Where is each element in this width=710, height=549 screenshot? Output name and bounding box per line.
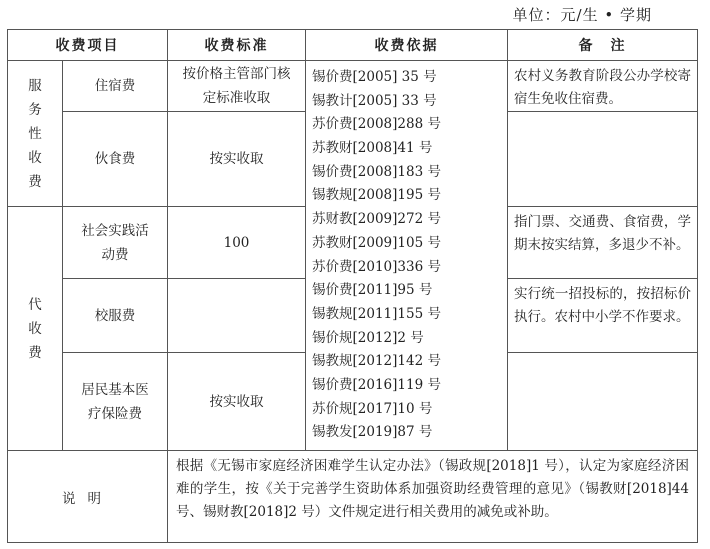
standard-cell (168, 279, 306, 353)
category-label: 服务性收费 (28, 77, 42, 190)
basis-line: 锡价费[2008]183 号 (312, 163, 441, 180)
remark-cell: 实行统一招投标的，按招标价执行。农村中小学不作要求。 (508, 279, 698, 353)
basis-line: 锡教规[2011]155 号 (312, 305, 441, 322)
standard-text: 按价格主管部门核定标准收取 (182, 66, 291, 106)
basis-line: 苏财教[2009]272 号 (312, 211, 441, 228)
standard-cell: 100 (168, 207, 306, 279)
basis-line: 锡价规[2012]2 号 (312, 329, 424, 346)
header-standard: 收费标准 (168, 30, 306, 61)
item-cell: 住宿费 (63, 61, 168, 112)
standard-cell: 按实收取 (168, 112, 306, 207)
explanation-text: 根据《无锡市家庭经济困难学生认定办法》（锡政规[2018]1 号），认定为家庭经济困难的学生，按《关于完善学生资助体系加强资助经费管理的意见》（锡教财[2018]44 号、锡财教[2018]2 号）文件规定进行相关费用的减免或补助。 (168, 451, 698, 543)
basis-line: 锡价费[2005] 35 号 (312, 68, 437, 85)
fee-table (7, 29, 698, 543)
basis-line: 锡教规[2012]142 号 (312, 353, 441, 370)
basis-line: 苏价费[2008]288 号 (312, 116, 441, 133)
item-cell (63, 353, 168, 451)
item-cell: 校服费 (63, 279, 168, 353)
category-agency (8, 207, 63, 451)
standard-cell: 按实收取 (168, 353, 306, 451)
category-label: 代收费 (28, 296, 42, 361)
header-remark: 备 注 (508, 30, 698, 61)
basis-line: 锡教发[2019]87 号 (312, 424, 433, 441)
basis-line: 锡价费[2011]95 号 (312, 282, 433, 299)
basis-line: 锡教计[2005] 33 号 (312, 92, 437, 109)
basis-line: 锡价费[2016]119 号 (312, 377, 441, 394)
category-service (8, 61, 63, 207)
header-row (8, 30, 698, 61)
remark-cell (508, 112, 698, 207)
remark-cell: 指门票、交通费、食宿费，学期末按实结算，多退少不补。 (508, 207, 698, 279)
item-cell: 伙食费 (63, 112, 168, 207)
basis-line: 锡教规[2008]195 号 (312, 187, 441, 204)
basis-line: 苏教财[2008]41 号 (312, 139, 433, 156)
explanation-label: 说明 (8, 451, 168, 543)
basis-line: 苏价费[2010]336 号 (312, 258, 441, 275)
basis-line: 苏价规[2017]10 号 (312, 400, 433, 417)
item-cell (63, 207, 168, 279)
remark-cell (508, 353, 698, 451)
remark-cell: 农村义务教育阶段公办学校寄宿生免收住宿费。 (508, 61, 698, 112)
header-item: 收费项目 (8, 30, 168, 61)
table-row (8, 61, 698, 112)
basis-cell (306, 61, 508, 451)
basis-line: 苏教财[2009]105 号 (312, 234, 441, 251)
explanation-row (8, 451, 698, 543)
item-text: 社会实践活动费 (81, 222, 149, 263)
standard-cell (168, 61, 306, 112)
unit-label: 单位：元/生 • 学期 (512, 6, 652, 24)
header-basis: 收费依据 (306, 30, 508, 61)
item-text: 居民基本医疗保险费 (81, 381, 149, 422)
